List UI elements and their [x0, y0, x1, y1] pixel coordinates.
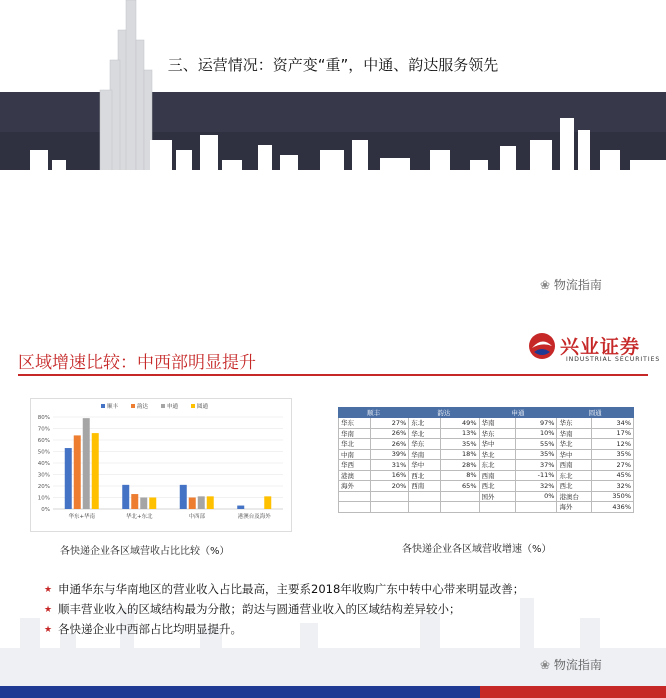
watermark-top — [540, 276, 602, 293]
star-icon: ★ — [44, 605, 53, 615]
region-cell: 东北 — [557, 470, 591, 481]
value-cell: 12% — [591, 439, 633, 450]
bar — [83, 418, 90, 509]
table-row — [339, 439, 634, 450]
region-cell — [479, 502, 515, 513]
star-icon: ★ — [44, 625, 53, 635]
value-cell: 28% — [441, 460, 479, 471]
legend-swatch — [131, 404, 135, 408]
legend-label: 圆通 — [197, 404, 209, 410]
value-cell: 17% — [591, 428, 633, 439]
value-cell: 35% — [441, 439, 479, 450]
y-tick-label: 20% — [37, 484, 50, 490]
slide-title: 区域增速比较：中西部明显提升 — [18, 353, 256, 373]
value-cell — [515, 502, 557, 513]
bar — [92, 433, 99, 509]
value-cell: 35% — [591, 449, 633, 460]
value-cell: 16% — [371, 470, 409, 481]
title-underline — [18, 374, 648, 376]
region-cell: 国外 — [479, 491, 515, 502]
region-cell: 西南 — [479, 470, 515, 481]
value-cell: 65% — [441, 481, 479, 492]
region-cell: 西北 — [479, 481, 515, 492]
value-cell: 35% — [515, 449, 557, 460]
region-cell: 华东 — [479, 428, 515, 439]
region-cell: 华北 — [409, 428, 441, 439]
x-tick-label: 华北+东北 — [125, 514, 153, 520]
bar — [122, 485, 129, 509]
bar — [237, 506, 244, 509]
region-cell: 华西 — [339, 460, 371, 471]
value-cell — [441, 491, 479, 502]
bullet-text: 顺丰营业收入的区域结构最为分散；韵达与圆通营业收入的区域结构差异较小； — [58, 602, 461, 616]
value-cell: 8% — [441, 470, 479, 481]
y-tick-label: 50% — [37, 449, 50, 456]
region-cell — [339, 491, 371, 502]
y-tick-label: 60% — [37, 438, 50, 444]
value-cell: 26% — [371, 439, 409, 450]
x-tick-label: 港澳台及海外 — [237, 514, 271, 520]
bullet-text: 申通华东与华南地区的营业收入占比最高，主要系2018年收购广东中转中心带来明显改善； — [58, 582, 525, 596]
logo-icon — [528, 332, 556, 360]
bullet-text: 各快递企业中西部占比均明显提升。 — [58, 622, 242, 636]
footer-strip — [0, 686, 666, 698]
table-row — [339, 502, 634, 513]
region-cell: 东北 — [409, 418, 441, 429]
region-cell: 华中 — [557, 449, 591, 460]
table-row — [339, 481, 634, 492]
region-cell: 海外 — [557, 502, 591, 513]
region-cell: 西南 — [409, 481, 441, 492]
value-cell: 45% — [591, 470, 633, 481]
region-cell: 西北 — [557, 481, 591, 492]
bar — [149, 498, 156, 510]
table-header-cell: 申通 — [479, 408, 557, 418]
value-cell: 26% — [371, 428, 409, 439]
bar — [207, 496, 214, 509]
legend-swatch — [161, 404, 165, 408]
value-cell: 32% — [515, 481, 557, 492]
value-cell: 55% — [515, 439, 557, 450]
wechat-icon: ❀ — [540, 658, 554, 672]
table-header-row — [339, 408, 634, 418]
legend-swatch — [191, 404, 195, 408]
table-header-cell: 韵达 — [409, 408, 479, 418]
region-cell: 海外 — [339, 481, 371, 492]
y-tick-label: 80% — [37, 415, 50, 421]
table-body — [339, 418, 634, 513]
section-title: 三、运营情况：资产变“重”，中通、韵达服务领先 — [167, 56, 499, 74]
legend-label: 顺丰 — [107, 404, 119, 410]
value-cell: 31% — [371, 460, 409, 471]
region-cell: 华东 — [339, 418, 371, 429]
region-cell: 华东 — [557, 418, 591, 429]
growth-table-wrap — [338, 407, 634, 513]
value-cell: 97% — [515, 418, 557, 429]
bottom-slide — [0, 318, 666, 698]
table-header-cell: 顺丰 — [339, 408, 409, 418]
bullet-item — [44, 622, 644, 638]
value-cell: 10% — [515, 428, 557, 439]
bar — [65, 448, 72, 509]
table-caption: 各快递企业各区域营收增速（%） — [402, 544, 552, 555]
region-cell — [409, 491, 441, 502]
region-cell — [339, 502, 371, 513]
bar-chart — [30, 398, 292, 532]
y-tick-label: 30% — [37, 472, 50, 479]
bar — [198, 496, 205, 509]
legend-swatch — [101, 404, 105, 408]
y-tick-label: 40% — [37, 461, 50, 467]
region-cell — [409, 502, 441, 513]
city-skyline-graphic — [0, 0, 666, 300]
value-cell: 39% — [371, 449, 409, 460]
region-cell: 东北 — [479, 460, 515, 471]
value-cell — [371, 502, 409, 513]
y-tick-label: 10% — [37, 495, 50, 502]
value-cell: 13% — [441, 428, 479, 439]
value-cell: 34% — [591, 418, 633, 429]
legend-label: 申通 — [167, 404, 179, 410]
table-row — [339, 418, 634, 429]
x-tick-label: 华东+华南 — [68, 514, 96, 520]
table-row — [339, 491, 634, 502]
legend-label: 韵达 — [137, 404, 149, 410]
value-cell: 27% — [371, 418, 409, 429]
region-cell: 华南 — [339, 428, 371, 439]
bar — [74, 435, 81, 509]
table-header-cell: 圆通 — [557, 408, 634, 418]
value-cell: -11% — [515, 470, 557, 481]
region-cell: 华中 — [479, 439, 515, 450]
watermark-text: 物流指南 — [553, 658, 602, 672]
x-tick-label: 中西部 — [188, 514, 206, 520]
value-cell — [371, 491, 409, 502]
region-cell: 华北 — [339, 439, 371, 450]
table-row — [339, 449, 634, 460]
watermark-text: 物流指南 — [553, 278, 602, 292]
bar — [189, 498, 196, 510]
chart-caption: 各快递企业各区域营收占比比较（%） — [60, 546, 230, 557]
bar — [131, 494, 138, 509]
value-cell: 0% — [515, 491, 557, 502]
logo-subtitle: INDUSTRIAL SECURITIES — [566, 356, 661, 363]
table-row — [339, 470, 634, 481]
bullet-item — [44, 602, 644, 618]
region-cell: 华东 — [409, 439, 441, 450]
growth-table — [338, 407, 634, 513]
region-cell: 华南 — [409, 449, 441, 460]
region-cell: 华南 — [479, 418, 515, 429]
table-row — [339, 460, 634, 471]
value-cell: 350% — [591, 491, 633, 502]
region-cell: 华北 — [557, 439, 591, 450]
value-cell: 49% — [441, 418, 479, 429]
bullet-list — [44, 582, 644, 642]
value-cell: 37% — [515, 460, 557, 471]
region-cell: 西南 — [557, 460, 591, 471]
star-icon: ★ — [44, 585, 53, 595]
bullet-item — [44, 582, 644, 598]
region-cell: 港澳台 — [557, 491, 591, 502]
bar — [140, 498, 147, 510]
region-cell: 中南 — [339, 449, 371, 460]
top-slide — [0, 0, 666, 300]
region-cell: 华中 — [409, 460, 441, 471]
value-cell: 27% — [591, 460, 633, 471]
value-cell — [441, 502, 479, 513]
region-cell: 华南 — [557, 428, 591, 439]
region-cell: 华北 — [479, 449, 515, 460]
logo-name: 兴业证券 — [560, 336, 641, 358]
region-cell: 西北 — [409, 470, 441, 481]
value-cell: 18% — [441, 449, 479, 460]
y-tick-label: 70% — [37, 426, 50, 433]
wechat-icon: ❀ — [540, 278, 554, 292]
value-cell: 436% — [591, 502, 633, 513]
bar — [264, 496, 271, 509]
bar — [180, 485, 187, 509]
value-cell: 32% — [591, 481, 633, 492]
bar-chart-svg — [31, 399, 291, 531]
value-cell: 20% — [371, 481, 409, 492]
watermark-bottom — [540, 656, 602, 673]
region-cell: 港澳 — [339, 470, 371, 481]
y-tick-label: 0% — [41, 507, 50, 513]
table-row — [339, 428, 634, 439]
